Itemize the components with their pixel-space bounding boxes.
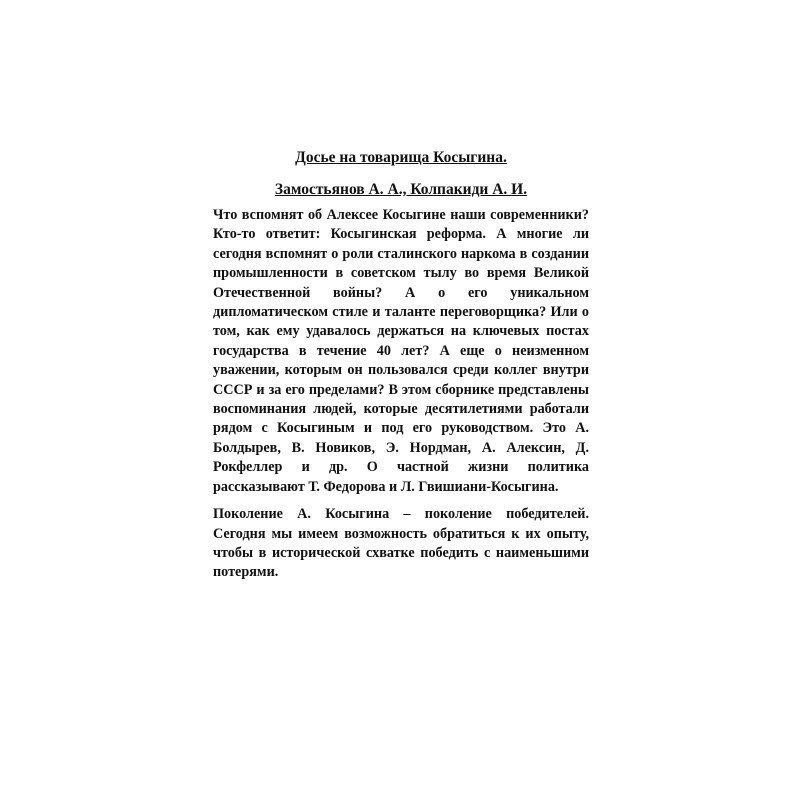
- document-title: Досье на товарища Косыгина.: [295, 149, 507, 166]
- document-authors: Замостьянов А. А., Колпакиди А. И.: [274, 181, 528, 198]
- paragraph-conclusion: Поколение А. Косыгина – поколение победителей. Сегодня мы имеем возможность обратиться к их опыту, чтобы в исторической схватке победить с наименьшими потерями.: [213, 506, 589, 581]
- paragraph-annotation: Что вспомнят об Алексее Косыгине наши современники? Кто-то ответит: Косыгинская реформа. А многие ли сегодня вспомнят о роли сталинского наркома в создании промышленности в советском тылу во время Великой Отечественной войны? А о его уникальном дипломатическом стиле и таланте переговорщика? Или о том, как ему удавалось держаться на ключевых постах государства в течение 40 лет? А еще о неизменном уважении, которым он пользовался среди коллег внутри СССР и за его пределами? В этом сборнике представлены воспоминания людей, которые десятилетиями работали рядом с Косыгиным и под его руководством. Это А. Болдырев, В. Новиков, Э. Нордман, А. Алексин, Д. Рокфеллер и др. О частной жизни политика рассказывают Т. Федорова и Л. Гвишиани-Косыгина.: [213, 207, 589, 495]
- document-body: [213, 148, 589, 583]
